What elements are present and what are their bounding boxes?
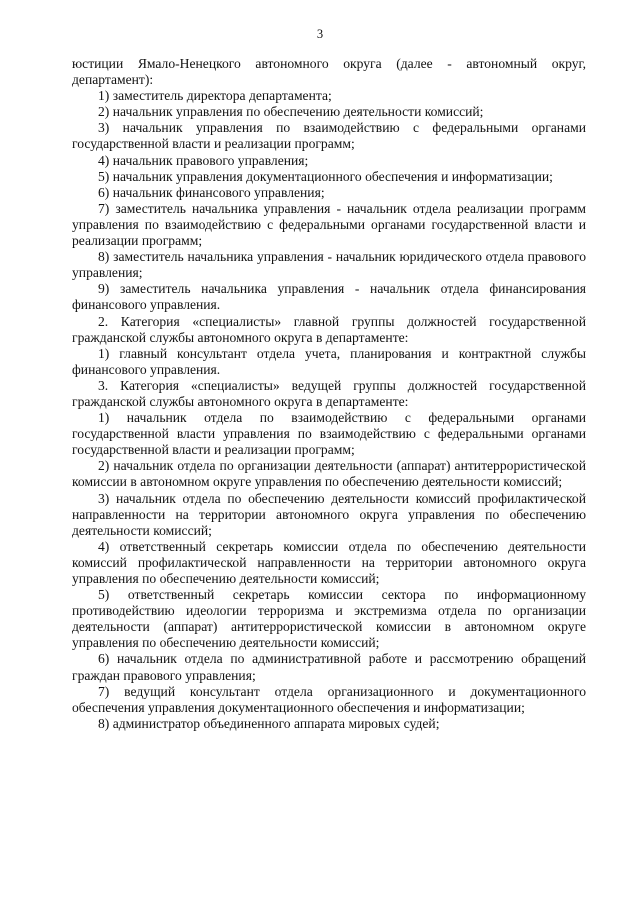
list-item: 2) начальник управления по обеспечению деятельности комиссий; xyxy=(98,104,484,120)
list-item: 2) начальник отдела по организации деятельности (аппарат) антитеррористической комиссии в автономном округе управления по обеспечению деятельности комиссий; xyxy=(72,458,586,490)
list-item: 4) начальник правового управления; xyxy=(98,152,309,168)
list-item: 3) начальник управления по взаимодействию с федеральными органами государственной власти и реализации программ; xyxy=(72,120,586,152)
page-number: 3 xyxy=(316,27,324,41)
list-item: 5) начальник управления документационного обеспечения и информатизации; xyxy=(98,168,553,184)
list-item: 8) администратор объединенного аппарата мировых судей; xyxy=(98,715,440,731)
list-item: 1) главный консультант отдела учета, планирования и контрактной службы финансового управления. xyxy=(72,345,586,377)
list-item: 9) заместитель начальника управления - начальник отдела финансирования финансового управления. xyxy=(72,281,586,313)
list-item: 1) заместитель директора департамента; xyxy=(98,88,332,104)
section-heading: 2. Категория «специалисты» главной группы должностей государственной гражданской службы автономного округа в департаменте: xyxy=(72,313,586,345)
list-item: 1) начальник отдела по взаимодействию с федеральными органами государственной власти управления по взаимодействию с федеральными органами государственной власти и реализации программ; xyxy=(72,410,586,458)
list-item: 3) начальник отдела по обеспечению деятельности комиссий профилактической направленности на территории автономного округа управления по обеспечению деятельности комиссий; xyxy=(72,490,586,538)
document-body xyxy=(72,56,586,732)
list-item: 6) начальник финансового управления; xyxy=(98,184,325,200)
list-item: 7) заместитель начальника управления - начальник отдела реализации программ управления по взаимодействию с федеральными органами государственной власти и реализации программ; xyxy=(72,200,586,249)
list-item: 7) ведущий консультант отдела организационного и документационного обеспечения управления документационного обеспечения и информатизации; xyxy=(72,683,586,715)
paragraph-intro: юстиции Ямало-Ненецкого автономного округа (далее - автономный округ, департамент): xyxy=(72,56,586,88)
list-item: 5) ответственный секретарь комиссии сектора по информационному противодействию идеологии терроризма и экстремизма отдела по организации деятельности (аппарат) антитеррористической комиссии в автономном округе управления по обеспечению деятельности комиссий; xyxy=(72,587,586,651)
section-heading: 3. Категория «специалисты» ведущей группы должностей государственной гражданской службы автономного округа в департаменте: xyxy=(72,377,586,409)
list-item: 4) ответственный секретарь комиссии отдела по обеспечению деятельности комиссий профилактической направленности на территории автономного округа управления по обеспечению деятельности комиссий; xyxy=(72,538,586,586)
list-item: 6) начальник отдела по административной работе и рассмотрению обращений граждан правового управления; xyxy=(72,651,586,683)
list-item: 8) заместитель начальника управления - начальник юридического отдела правового управления; xyxy=(72,249,586,281)
